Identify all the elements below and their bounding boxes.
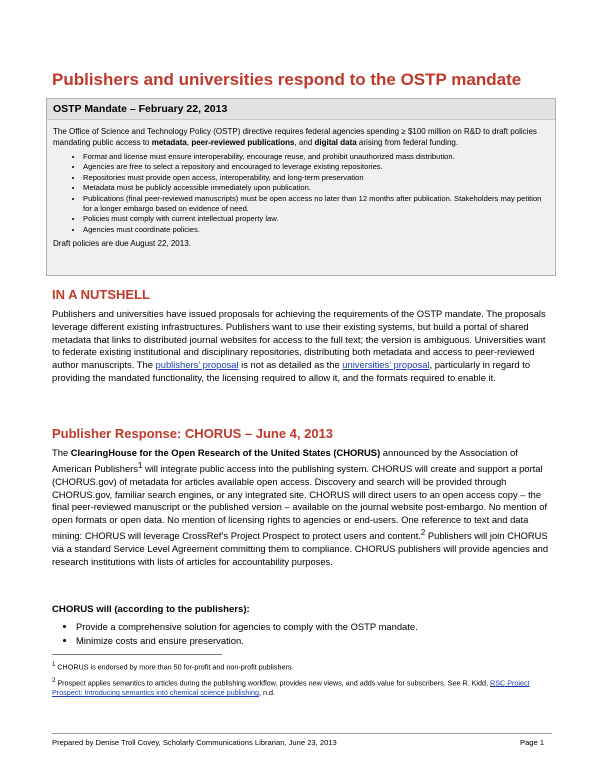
list-item: • Minimize costs and ensure preservation. xyxy=(76,634,566,648)
mandate-intro-text: The Office of Science and Technology Policy (OSTP) directive requires federal agencies spending ≥ $100 million on R&D to draft policies mandating public access to xyxy=(53,127,537,147)
mandate-intro-data: digital data xyxy=(314,138,357,147)
list-item: • Provide a comprehensive solution for agencies to comply with the OSTP mandate. xyxy=(76,620,566,634)
footnote-ref-2: 2 xyxy=(420,527,426,537)
publisher-heading: Publisher Response: CHORUS – June 4, 2013 xyxy=(52,426,334,441)
rsc-prospect-link[interactable]: RSC Project Prospect: Introducing semantics into chemical science publishing xyxy=(52,678,530,698)
universities-proposal-link[interactable]: universities’ proposal xyxy=(342,359,430,371)
list-item: • Publications (final peer-reviewed manuscripts) must be open access no later than 12 months after publication. Stakeholders may petition for a longer embargo based on evidence of need. xyxy=(83,194,549,215)
footnote-text: , n.d. xyxy=(258,688,275,698)
mandate-intro-publications: peer-reviewed publications xyxy=(191,138,295,147)
footnote-text: Prospect applies semantics to articles during the publishing workflow, provides new views, and adds value for subscribers. See R. Kidd, xyxy=(55,678,491,688)
footnote-number: 1 xyxy=(52,662,56,668)
list-item: • Agencies are free to select a repository and encouraged to leverage existing repositories. xyxy=(83,162,549,172)
mandate-intro-sep: , xyxy=(186,138,192,147)
mandate-intro-text: arising from federal funding. xyxy=(356,138,459,147)
publisher-text: The xyxy=(52,447,71,458)
footnote-1 xyxy=(52,660,552,672)
nutshell-text: Publishers and universities have issued proposals for achieving the requirements of the OSTP mandate. The proposals leverage different existing infrastructures. Publishers want to use their existing systems, but build a portal of shared metadata that links to distributed journal websites for access to the full text; the version is ambiguous. Universities want to federate existing institutional and disciplinary repositories, distributing both metadata and access to peer-reviewed author manuscripts. The xyxy=(52,308,546,371)
footer-divider xyxy=(52,733,552,734)
mandate-intro-sep: , and xyxy=(294,138,315,147)
list-item: • Policies must comply with current intellectual property law. xyxy=(83,214,549,224)
publishers-proposal-link[interactable]: publishers’ proposal xyxy=(155,359,239,371)
footnote-number: 2 xyxy=(52,678,56,684)
footnote-divider xyxy=(52,654,222,655)
page-title: Publishers and universities respond to the OSTP mandate xyxy=(52,70,522,89)
list-item: • Agencies must coordinate policies. xyxy=(83,225,549,235)
chorus-name: ClearingHouse for the Open Research of the United States (CHORUS) xyxy=(70,447,381,458)
publisher-paragraph xyxy=(52,447,552,568)
chorus-bullets xyxy=(60,620,566,647)
nutshell-paragraph xyxy=(52,308,552,385)
publisher-text: announced by the Association of American Publishers xyxy=(52,447,518,474)
mandate-box-header: OSTP Mandate – February 22, 2013 xyxy=(47,99,555,120)
nutshell-heading: IN A NUTSHELL xyxy=(52,287,150,302)
footnote-2 xyxy=(52,676,552,698)
mandate-box xyxy=(46,98,556,276)
nutshell-text: , particularly in regard to providing the mandated functionality, the licensing required to allow it, and the formats required to enable it. xyxy=(52,359,531,383)
nutshell-text: is not as detailed as the xyxy=(238,359,343,371)
mandate-intro-metadata: metadata xyxy=(151,138,187,147)
footer-credit: Prepared by Denise Troll Covey, Scholarly Communications Librarian, June 23, 2013 xyxy=(52,738,337,747)
mandate-list xyxy=(71,152,549,235)
mandate-due-date: Draft policies are due August 22, 2013. xyxy=(53,239,191,249)
publisher-text: will integrate public access into the publishing system. CHORUS will create and support a portal (CHORUS.gov) of metadata for articles available open access. Discovery and search will be provided through CHORUS.gov, familiar search engines, or any integrated site. CHORUS will direct users to an open access copy – the final peer-reviewed manuscript or the published version – available on the journal website post-embargo. No mention of open formats or open data. No mention of licensing rights to agencies or end-users. One reference to text and data mining: CHORUS will leverage CrossRef’s Project Prospect to protect users and content. xyxy=(52,462,548,542)
footnote-ref-1: 1 xyxy=(137,460,143,470)
list-item: • Metadata must be publicly accessible immediately upon publication. xyxy=(83,183,549,193)
list-item: • Repositories must provide open access, interoperability, and long-term preservation xyxy=(83,173,549,183)
list-item: • Format and license must ensure interoperability, encourage reuse, and prohibit unauthorized mass distribution. xyxy=(83,152,549,162)
footnote-text: CHORUS is endorsed by more than 50 for-profit and non-profit publishers. xyxy=(55,662,294,672)
chorus-subheading: CHORUS will (according to the publishers): xyxy=(52,604,250,615)
page-number: Page 1 xyxy=(520,738,545,747)
mandate-intro xyxy=(53,126,549,148)
publisher-text: Publishers will join CHORUS via a standard Service Level Agreement committing them to compliance. CHORUS publishers will provide agencies and research institutions with lists of articles for accountability purposes. xyxy=(52,530,549,567)
